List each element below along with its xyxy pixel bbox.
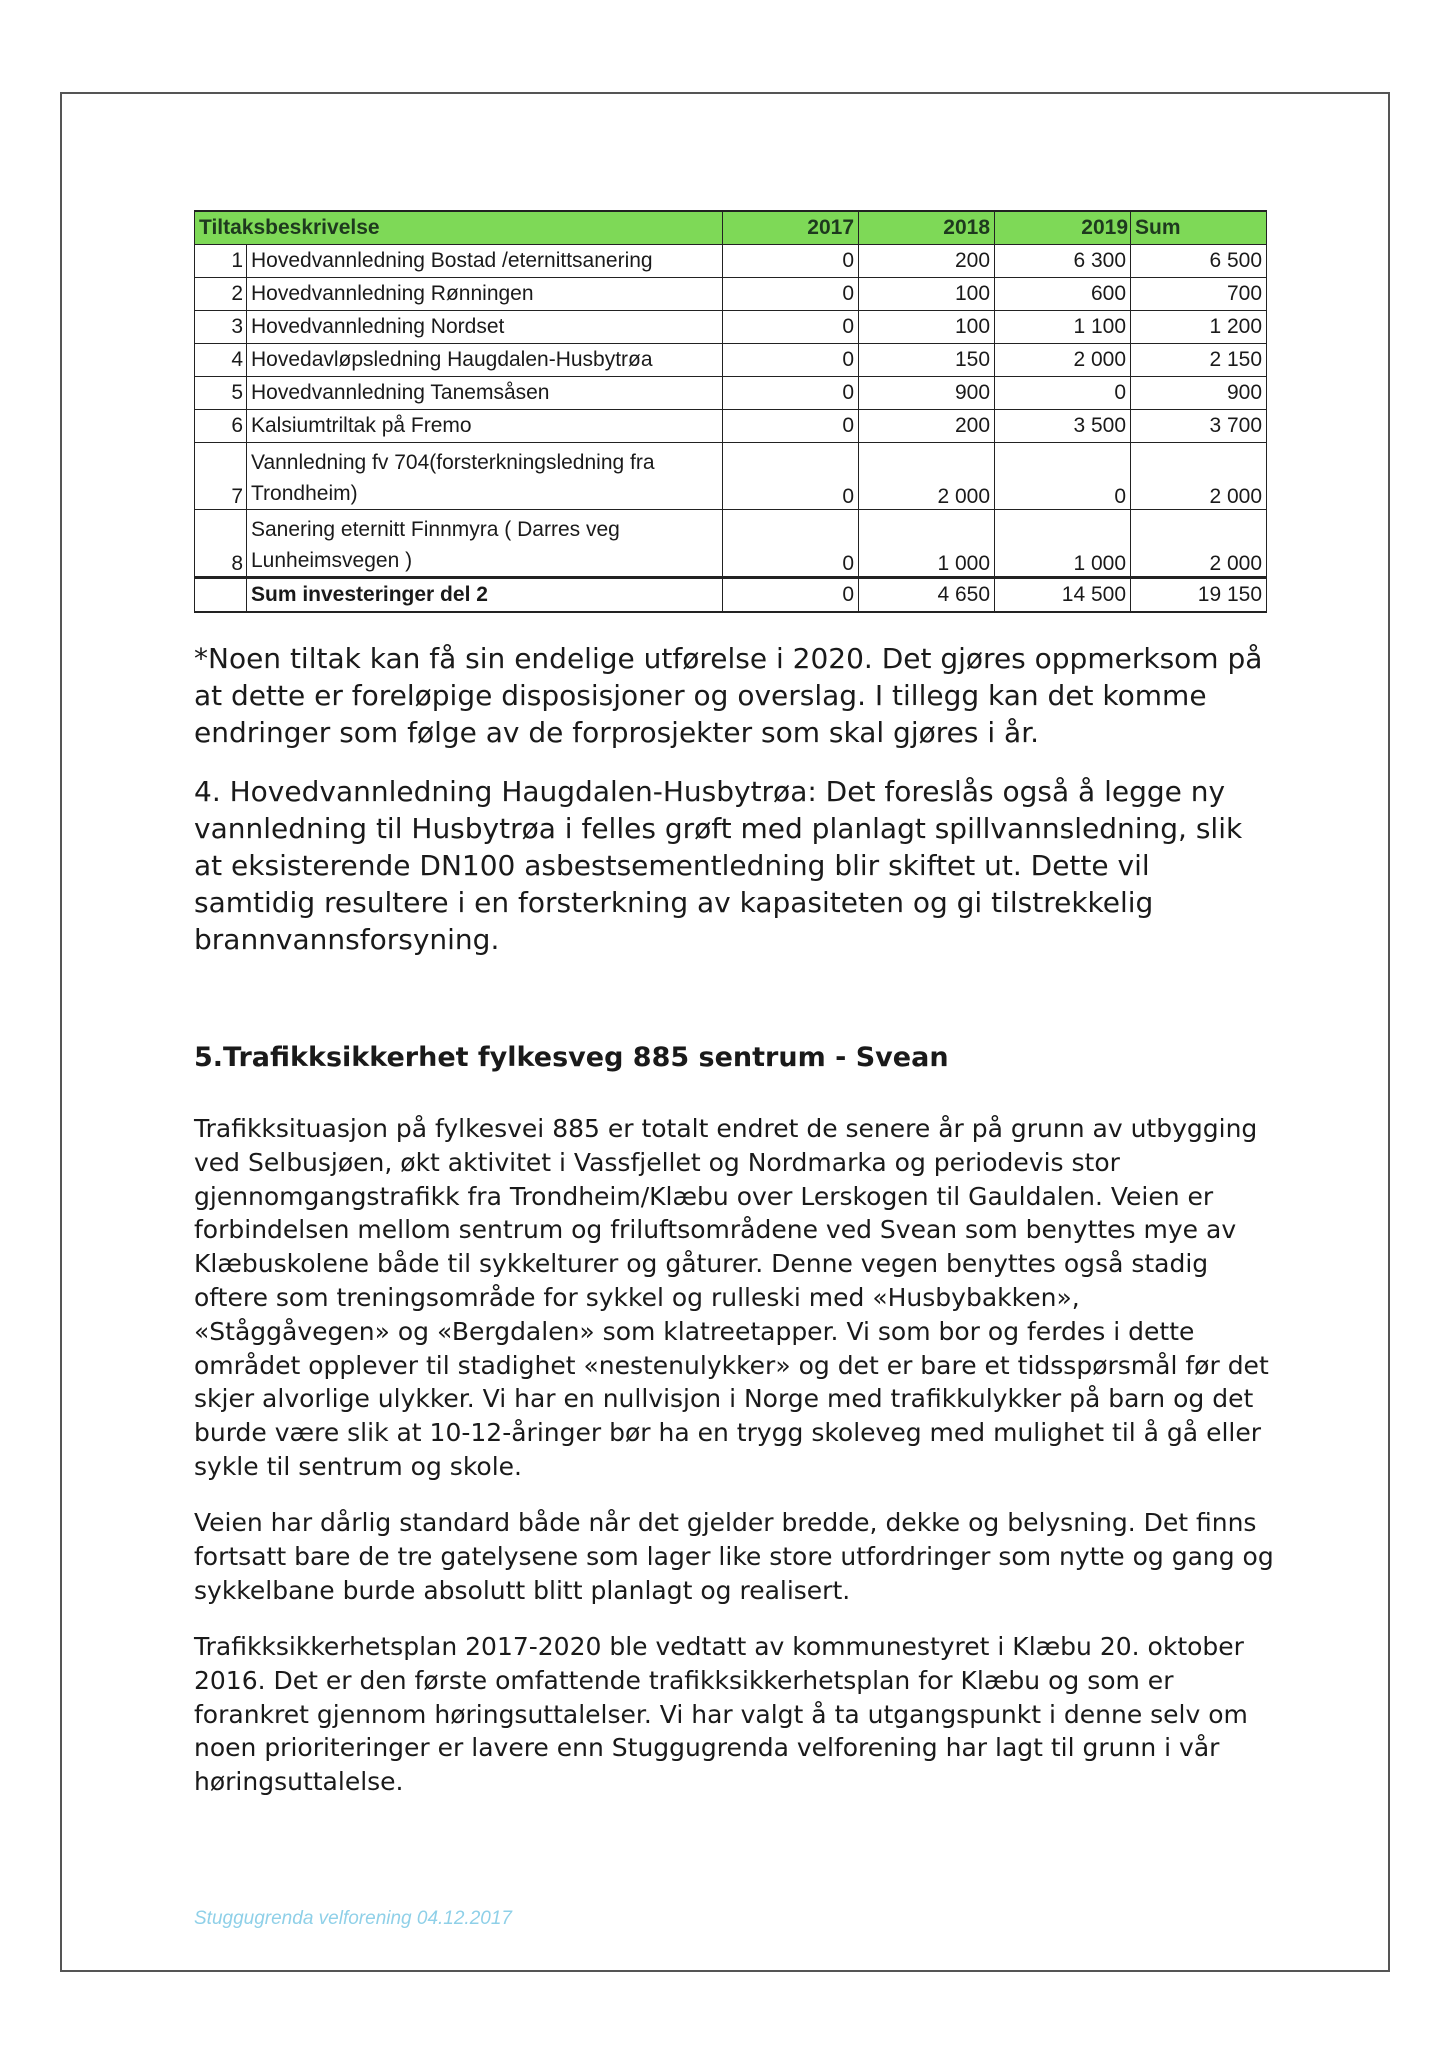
row-2019: 6 300 bbox=[995, 245, 1131, 278]
row-description: Hovedvannledning Tanemsåsen bbox=[247, 377, 723, 410]
row-2019: 2 000 bbox=[995, 344, 1131, 377]
row-2018: 1 000 bbox=[859, 510, 995, 578]
body-paragraph: Trafikksituasjon på fylkesvei 885 er totalt endret de senere år på grunn av utbygging ved Selbusjøen, økt aktivitet i Vassfjellet og Nordmarka og periodevis stor gjennomgangstrafikk fra Trondheim/Klæbu over Lerskogen til Gauldalen. Veien er forbindelsen mellom sentrum og friluftsområdene ved Svean som benyttes mye av Klæbuskolene både til sykkelturer og gåturer. Denne vegen benyttes også stadig oftere som treningsområde for sykkel og rulleski med «Husbybakken», «Ståggåvegen» og «Bergdalen» som klatreetapper. Vi som bor og ferdes i dette området opplever til stadighet «nestenulykker» og det er bare et tidsspørsmål før det skjer alvorlige ulykker. Vi har en nullvisjon i Norge med trafikkulykker på barn og det burde være slik at 10-12-åringer bør ha en trygg skoleveg med mulighet til å gå eller sykle til sentrum og skole. bbox=[194, 1114, 1269, 1481]
row-sum: 2 000 bbox=[1131, 510, 1267, 578]
row-2018: 150 bbox=[859, 344, 995, 377]
row-sum: 900 bbox=[1131, 377, 1267, 410]
row-number: 2 bbox=[195, 278, 247, 311]
table-row bbox=[195, 510, 1267, 578]
total-2019: 14 500 bbox=[995, 578, 1131, 613]
total-2018: 4 650 bbox=[859, 578, 995, 613]
table-header-row bbox=[195, 211, 1267, 245]
item-4-paragraph: 4. Hovedvannledning Haugdalen-Husbytrøa: Det foreslås også å legge ny vannledning til Husbytrøa i felles grøft med planlagt spillvannsledning, slik at eksisterende DN100 asbestsementledning blir skiftet ut. Dette vil samtidig resultere i en forsterkning av kapasiteten og gi tilstrekkelig brannvannsforsyning. bbox=[194, 775, 1243, 956]
row-2018: 100 bbox=[859, 311, 995, 344]
row-2017: 0 bbox=[723, 410, 859, 443]
row-2017: 0 bbox=[723, 311, 859, 344]
table-row bbox=[195, 311, 1267, 344]
table-row bbox=[195, 410, 1267, 443]
row-number: 4 bbox=[195, 344, 247, 377]
note-paragraph: *Noen tiltak kan få sin endelige utførelse i 2020. Det gjøres oppmerksom på at dette er foreløpige disposisjoner og overslag. I tillegg kan det komme endringer som følge av de forprosjekter som skal gjøres i år. bbox=[194, 642, 1263, 749]
table-row bbox=[195, 344, 1267, 377]
table-row bbox=[195, 443, 1267, 510]
row-2017: 0 bbox=[723, 278, 859, 311]
row-2017: 0 bbox=[723, 510, 859, 578]
total-2017: 0 bbox=[723, 578, 859, 613]
body-paragraph: Veien har dårlig standard både når det gjelder bredde, dekke og belysning. Det finns fortsatt bare de tre gatelysene som lager like store utfordringer som nytte og gang og sykkelbane burde absolutt blitt planlagt og realisert. bbox=[194, 1508, 1274, 1605]
total-sum: 19 150 bbox=[1131, 578, 1267, 613]
row-description: Sanering eternitt Finnmyra ( Darres veg Lunheimsvegen ) bbox=[247, 510, 723, 578]
table-row bbox=[195, 377, 1267, 410]
table-row bbox=[195, 245, 1267, 278]
row-number: 5 bbox=[195, 377, 247, 410]
row-2017: 0 bbox=[723, 344, 859, 377]
row-number: 1 bbox=[195, 245, 247, 278]
row-description: Hovedvannledning Rønningen bbox=[247, 278, 723, 311]
body-paragraph: Trafikksikkerhetsplan 2017-2020 ble vedtatt av kommunestyret i Klæbu 20. oktober 2016. Det er den første omfattende trafikksikkerhetsplan for Klæbu og som er forankret gjennom høringsuttalelser. Vi har valgt å ta utgangspunkt i denne selv om noen prioriteringer er lavere enn Stuggugrenda velforening har lagt til grunn i vår høringsuttalelse. bbox=[194, 1632, 1248, 1797]
table-total-row bbox=[195, 578, 1267, 613]
header-2017: 2017 bbox=[723, 211, 859, 245]
row-sum: 700 bbox=[1131, 278, 1267, 311]
row-sum: 2 000 bbox=[1131, 443, 1267, 510]
header-sum: Sum bbox=[1131, 211, 1267, 245]
row-2017: 0 bbox=[723, 245, 859, 278]
row-description: Hovedvannledning Nordset bbox=[247, 311, 723, 344]
row-2017: 0 bbox=[723, 377, 859, 410]
total-spacer bbox=[195, 578, 247, 613]
footer-text: Stuggugrenda velforening 04.12.2017 bbox=[194, 1908, 512, 1929]
header-description: Tiltaksbeskrivelse bbox=[195, 211, 723, 245]
row-2018: 200 bbox=[859, 410, 995, 443]
row-sum: 1 200 bbox=[1131, 311, 1267, 344]
row-number: 8 bbox=[195, 510, 247, 578]
row-2019: 0 bbox=[995, 377, 1131, 410]
row-description: Hovedavløpsledning Haugdalen-Husbytrøa bbox=[247, 344, 723, 377]
row-2019: 0 bbox=[995, 443, 1131, 510]
header-2019: 2019 bbox=[995, 211, 1131, 245]
row-description: Vannledning fv 704(forsterkningsledning fra Trondheim) bbox=[247, 443, 723, 510]
row-2018: 100 bbox=[859, 278, 995, 311]
row-description: Hovedvannledning Bostad /eternittsanering bbox=[247, 245, 723, 278]
row-2019: 1 100 bbox=[995, 311, 1131, 344]
row-2018: 200 bbox=[859, 245, 995, 278]
row-number: 6 bbox=[195, 410, 247, 443]
total-description: Sum investeringer del 2 bbox=[247, 578, 723, 613]
row-2018: 900 bbox=[859, 377, 995, 410]
row-description: Kalsiumtriltak på Fremo bbox=[247, 410, 723, 443]
row-2018: 2 000 bbox=[859, 443, 995, 510]
row-2019: 1 000 bbox=[995, 510, 1131, 578]
row-2019: 600 bbox=[995, 278, 1131, 311]
row-number: 3 bbox=[195, 311, 247, 344]
row-sum: 2 150 bbox=[1131, 344, 1267, 377]
row-sum: 3 700 bbox=[1131, 410, 1267, 443]
section-heading: 5.Trafikksikkerhet fylkesveg 885 sentrum - Svean bbox=[194, 1042, 949, 1073]
header-2018: 2018 bbox=[859, 211, 995, 245]
table-row bbox=[195, 278, 1267, 311]
row-sum: 6 500 bbox=[1131, 245, 1267, 278]
row-2019: 3 500 bbox=[995, 410, 1131, 443]
row-number: 7 bbox=[195, 443, 247, 510]
row-2017: 0 bbox=[723, 443, 859, 510]
investment-table bbox=[194, 210, 1267, 613]
